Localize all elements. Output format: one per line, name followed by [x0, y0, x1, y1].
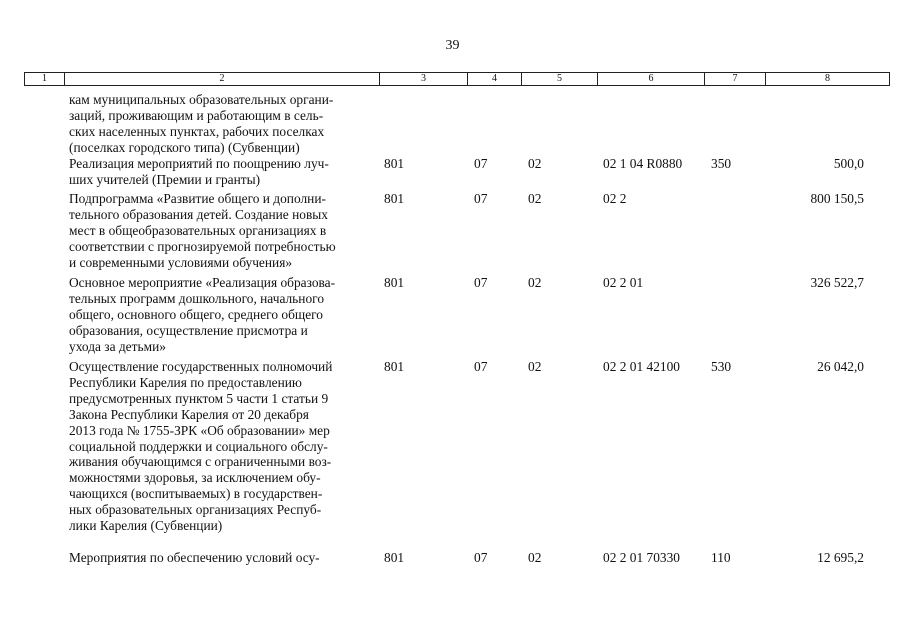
cell-ministry-code: 801: [384, 191, 405, 206]
cell-subsection: 02: [528, 156, 542, 171]
cell-ministry-code: 801: [384, 275, 405, 290]
cell-expense-type: 350: [711, 156, 732, 171]
column-header-1: 1: [25, 73, 65, 85]
cell-subsection: 02: [528, 550, 542, 565]
column-header-2: 2: [65, 73, 380, 85]
table-row: [0, 550, 905, 570]
table-row: [0, 156, 905, 191]
column-header-5: 5: [522, 73, 598, 85]
row-description: кам муниципальных образовательных органи- заций, проживающим и работающим в сель- ских населенных пунктах, рабочих поселках (поселках городского типа) (Субвенции): [69, 92, 334, 155]
cell-subsection: 02: [528, 359, 542, 374]
table-body: [0, 92, 905, 570]
cell-amount: 500,0: [833, 156, 864, 171]
cell-ministry-code: 801: [384, 156, 405, 171]
cell-section: 07: [474, 156, 488, 171]
column-header-7: 7: [705, 73, 766, 85]
row-description: Реализация мероприятий по поощрению луч- ших учителей (Премии и гранты): [69, 156, 329, 187]
cell-target-article: 02 2: [603, 191, 627, 206]
page-number: 39: [445, 38, 460, 53]
cell-amount: 326 522,7: [810, 275, 864, 290]
cell-section: 07: [474, 550, 488, 565]
cell-target-article: 02 2 01 70330: [603, 550, 680, 565]
cell-expense-type: 530: [711, 359, 732, 374]
cell-subsection: 02: [528, 191, 542, 206]
cell-amount: 800 150,5: [810, 191, 864, 206]
cell-subsection: 02: [528, 275, 542, 290]
column-header-4: 4: [468, 73, 522, 85]
table-row: [0, 191, 905, 275]
cell-section: 07: [474, 275, 488, 290]
cell-ministry-code: 801: [384, 550, 405, 565]
table-row: [0, 92, 905, 156]
table-row: [0, 275, 905, 359]
cell-section: 07: [474, 191, 488, 206]
cell-amount: 12 695,2: [817, 550, 864, 565]
table-row: [0, 359, 905, 550]
table-header: [24, 72, 890, 86]
column-header-3: 3: [380, 73, 468, 85]
cell-target-article: 02 1 04 R0880: [603, 156, 683, 171]
row-description: Осуществление государственных полномочий Республики Карелия по предоставлению предусмотренных пунктом 5 части 1 статьи 9 Закона Республики Карелия от 20 декабря 2013 года № 1755-ЗРК «Об образовании» мер социальной поддержки и социального обслу- живания обучающимся с ограниченными воз- можностями здоровья, за исключением обу- чающихся (воспитываемых) в государствен- ных образовательных организациях Респуб- лики Карелия (Субвенции): [69, 359, 333, 534]
cell-ministry-code: 801: [384, 359, 405, 374]
column-header-8: 8: [825, 73, 830, 84]
row-description: Основное мероприятие «Реализация образова- тельных программ дошкольного, начального общего, основного общего, среднего общего образования, осуществление присмотра и ухода за детьми»: [69, 275, 336, 354]
cell-target-article: 02 2 01: [603, 275, 644, 290]
column-header-6: 6: [598, 73, 705, 85]
row-description: Подпрограмма «Развитие общего и дополни- тельного образования детей. Создание новых мест в общеобразовательных организациях в соответствии с прогнозируемой потребностью и современными условиями обучения»: [69, 191, 336, 270]
row-description: Мероприятия по обеспечению условий осу-: [69, 550, 320, 565]
cell-section: 07: [474, 359, 488, 374]
cell-expense-type: 110: [711, 550, 731, 565]
cell-amount: 26 042,0: [817, 359, 864, 374]
cell-target-article: 02 2 01 42100: [603, 359, 680, 374]
